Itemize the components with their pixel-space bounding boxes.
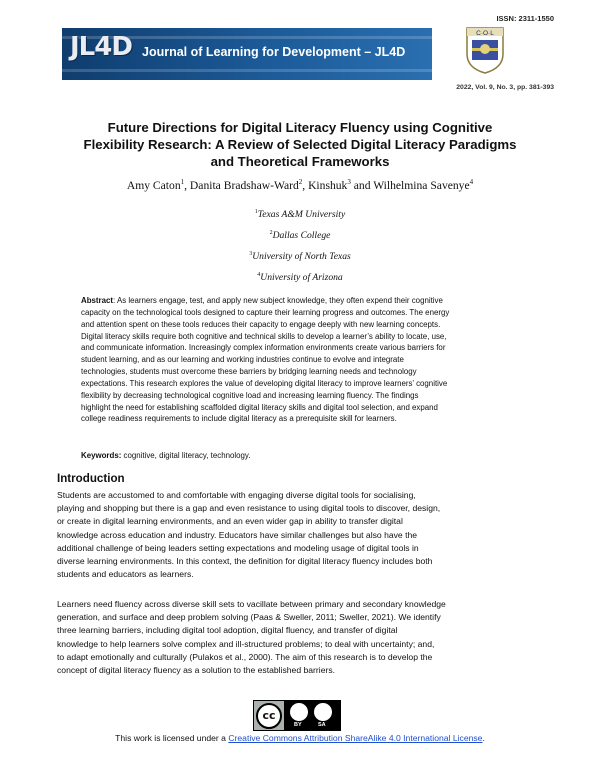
col-logo-text: C·O·L — [476, 30, 494, 37]
volume-info: 2022, Vol. 9, No. 3, pp. 381-393 — [456, 84, 554, 91]
keywords-label: Keywords: — [81, 451, 122, 460]
author: Danita Bradshaw-Ward — [189, 178, 299, 192]
author: Wilhelmina Savenye — [373, 178, 470, 192]
license-link[interactable]: Creative Commons Attribution ShareAlike 4.0 International License — [228, 733, 483, 743]
section-heading: Introduction — [57, 472, 125, 485]
issn: ISSN: 2311-1550 — [496, 14, 554, 23]
journal-title: Journal of Learning for Development – JL4D — [142, 45, 406, 59]
abstract: Abstract: As learners engage, test, and apply new subject knowledge, they often expend their cognitive capacity on the technological tools designed to capture their learning progress and outcomes. The energy and attention spent on these tools reduces their capacity to engage deeply with new learning concepts. Digital literacy skills require both cognitive and technical skills to develop a learner’s ability to locate, use, and communicate information. Increasingly complex information environments create various barriers for student learning, and as our learning and working industries continue to evolve and integrate technologies, students must overcome these barriers by bridging learning needs and technology expectations. This research explores the value of developing digital literacy to improve learners’ cognitive flexibility by decreasing technological cognitive load and increasing learning fluency. The findings highlight the need for establishing scaffolded digital literacy skills and digital tool selection, and expand college readiness requirements to include digital literacy as a prerequisite skill for learners. — [81, 296, 450, 424]
license-notice: This work is licensed under a Creative Commons Attribution ShareAlike 4.0 International License. — [115, 733, 485, 743]
paper-title: Future Directions for Digital Literacy Fluency using Cognitive Flexibility Research: A Review of Selected Digital Literacy Paradigms and Theoretical Frameworks — [83, 120, 517, 169]
author: Amy Caton — [126, 178, 181, 192]
affiliation: $^4$University of Arizona — [257, 272, 343, 284]
body-paragraph: Students are accustomed to and comfortable with engaging diverse digital tools for socialising, playing and shopping but there is a gap and even resistance to using digital tools to discover, design, or create in digital learning environments, and an even wider gap in ability to transfer digital knowledge across education and industry. Educators have similar challenges but also have the additional challenge of being leaders setting expectations and modeling usage of digital tools in diverse learning environments. In this context, the definition for digital literacy fluency includes both students and educators as learners. — [57, 490, 441, 580]
abstract-label: Abstract — [81, 296, 114, 305]
affiliation: $^2$Dallas College — [269, 230, 331, 242]
sa-icon — [314, 703, 332, 721]
keywords: Keywords: cognitive, digital literacy, technology. — [81, 451, 251, 460]
affiliation: $^1$Texas A&M University — [254, 209, 346, 221]
by-icon — [290, 703, 308, 721]
author: Kinshuk — [308, 178, 348, 192]
cc-icon: cc — [256, 703, 282, 729]
journal-banner — [62, 28, 432, 80]
journal-logo: JL4D — [70, 32, 132, 62]
author-list: Amy Caton$^1$, Danita Bradshaw-Ward$^2$, Kinshuk$^3$ and Wilhelmina Savenye$^4$ — [126, 178, 474, 192]
body-paragraph: Learners need fluency across diverse skill sets to vacillate between primary and secondary knowledge generation, and surface and deep problem solving (Paas & Sweller, 2011; Sweller, 2021). We identify three learning barriers, including digital tool adoption, digital fluency, and transfer of digital knowledge to help learners solve complex and ill-structured problems; to deal with uncertainty; and, to adapt emotionally and culturally (Pulakos et al., 2000). The aim of this research is to develop the concept of digital literacy fluency as a solution to the established barriers. — [57, 599, 446, 676]
col-logo-icon — [463, 26, 507, 74]
journal-header — [0, 0, 600, 110]
cc-license-badge-icon[interactable]: cc BY SA — [253, 700, 341, 731]
affiliation: $^3$University of North Texas — [249, 251, 351, 263]
